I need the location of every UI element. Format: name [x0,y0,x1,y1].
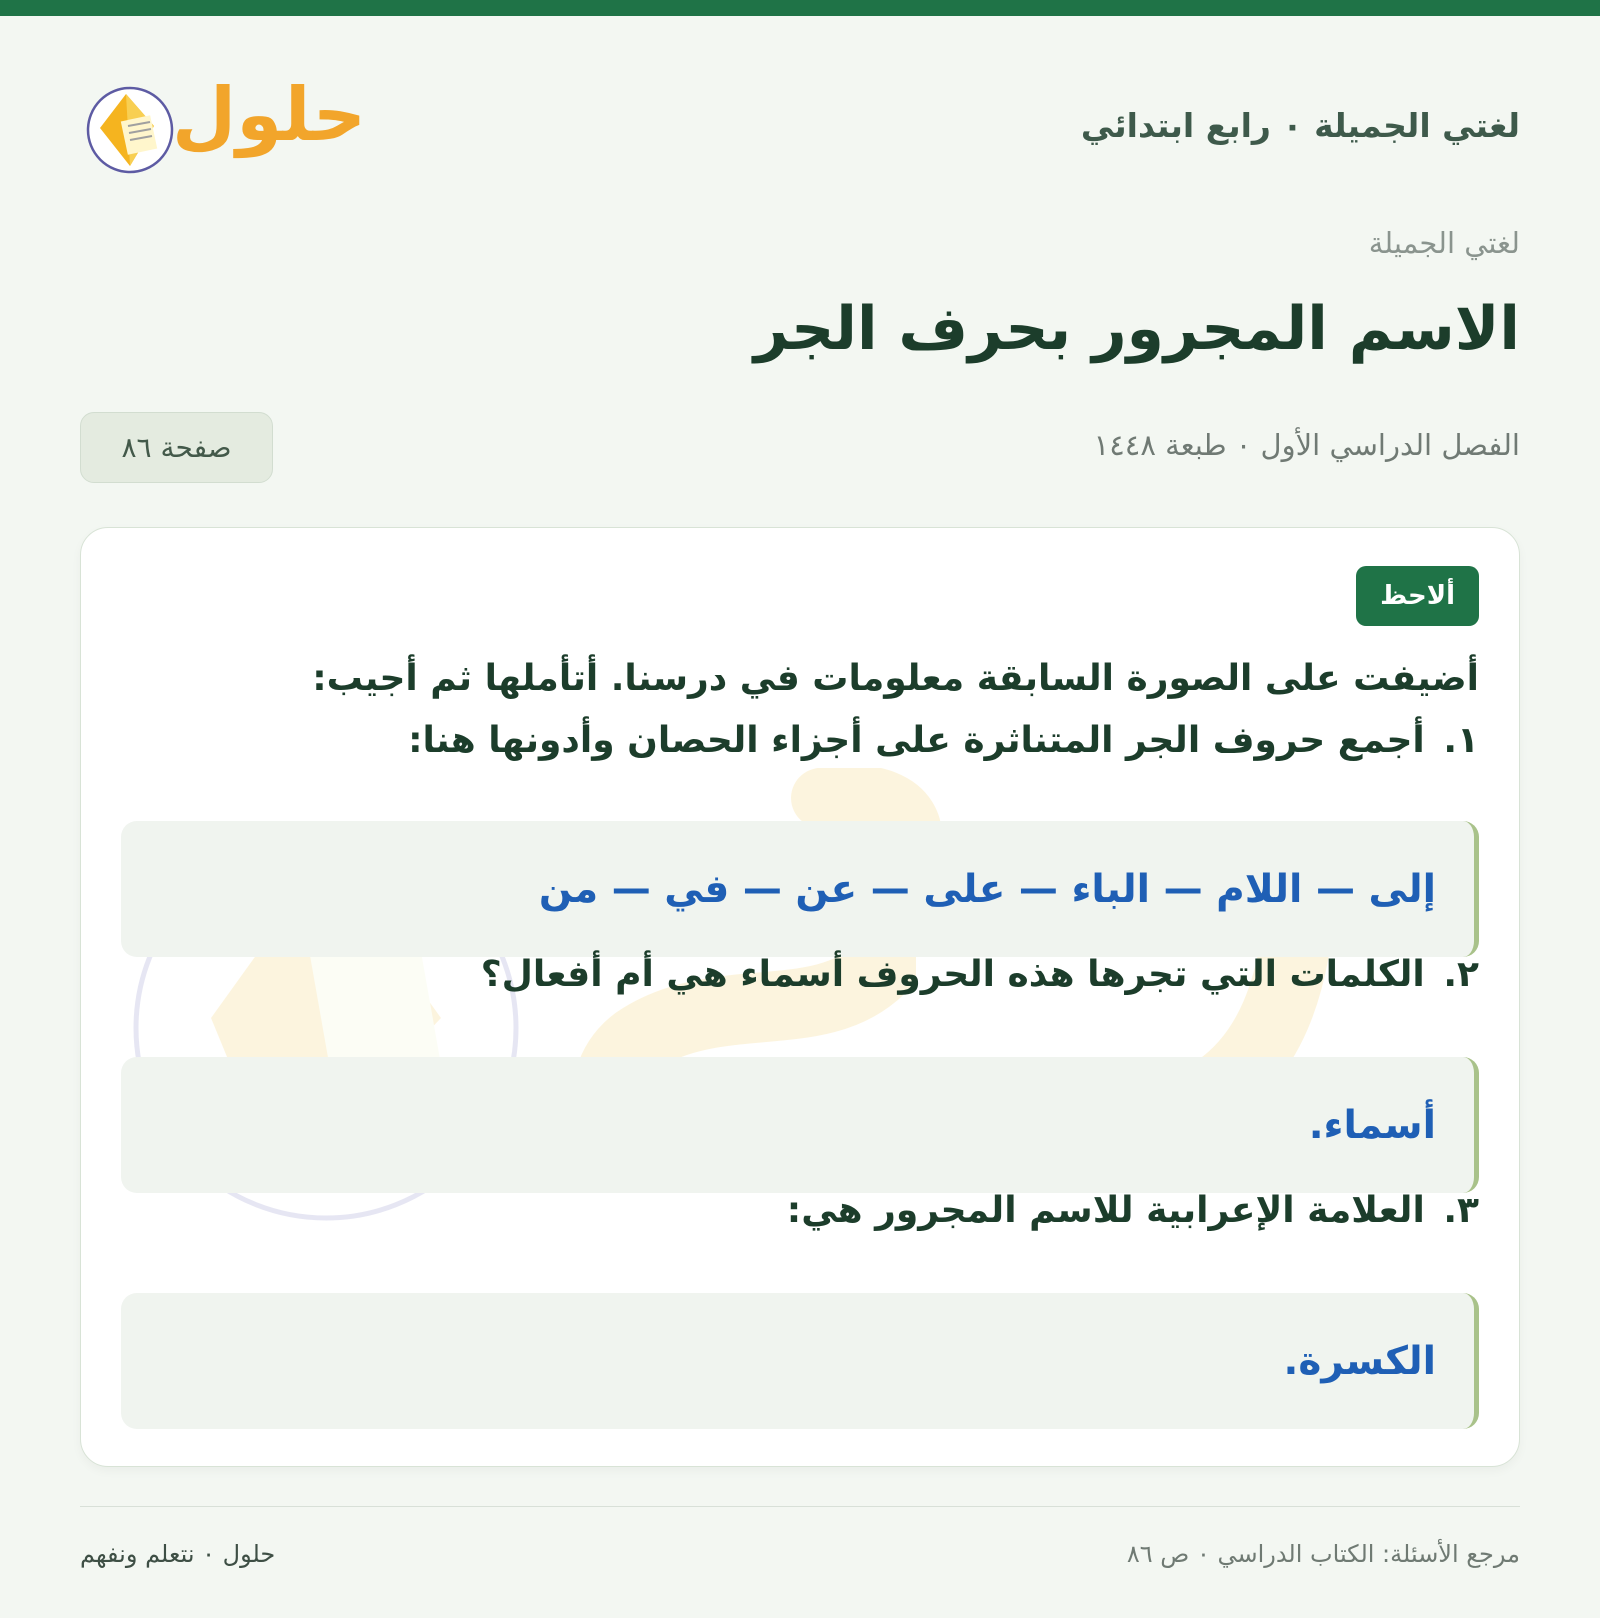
question-text: الكلمات التي تجرها هذه الحروف أسماء هي أم أفعال؟ [480,954,1425,995]
semester-edition: الفصل الدراسي الأول ٠ طبعة ١٤٤٨ [1093,428,1520,462]
footer-divider [80,1506,1520,1507]
page-number-chip[interactable]: صفحة ٨٦ [80,412,273,483]
subject-label: لغتي الجميلة [1368,226,1520,260]
question-2 [139,954,1479,995]
answer-box-1 [121,821,1479,957]
question-text: العلامة الإعرابية للاسم المجرور هي: [786,1190,1425,1231]
question-1 [139,720,1479,761]
lesson-title: الاسم المجرور بحرف الجر [753,294,1520,364]
exercise-card [80,527,1520,1467]
top-accent-bar [0,0,1600,16]
answer-text: الكسرة. [1283,1338,1436,1384]
footer-brand: حلول ٠ نتعلم ونفهم [80,1540,276,1568]
observe-badge: ألاحظ [1356,566,1479,626]
logo-book-icon [80,80,180,180]
exercise-intro: أضيفت على الصورة السابقة معلومات في درسنا. أتأملها ثم أجيب: [312,658,1479,699]
footer-reference: مرجع الأسئلة: الكتاب الدراسي ٠ ص ٨٦ [1126,1540,1520,1568]
question-number: ٢. [1443,954,1479,995]
site-logo[interactable] [80,70,370,180]
header-title: لغتي الجميلة ٠ رابع ابتدائي [1080,106,1520,145]
answer-box-2 [121,1057,1479,1193]
page-header [80,70,1520,190]
question-3 [139,1190,1479,1231]
answer-box-3 [121,1293,1479,1429]
answer-text: أسماء. [1308,1102,1436,1148]
question-text: أجمع حروف الجر المتناثرة على أجزاء الحصان وأدونها هنا: [408,720,1425,761]
question-number: ١. [1443,720,1479,761]
question-number: ٣. [1443,1190,1479,1231]
answer-text: إلى — اللام — الباء — على — عن — في — من [538,866,1436,912]
logo-text: حلول [172,72,367,158]
